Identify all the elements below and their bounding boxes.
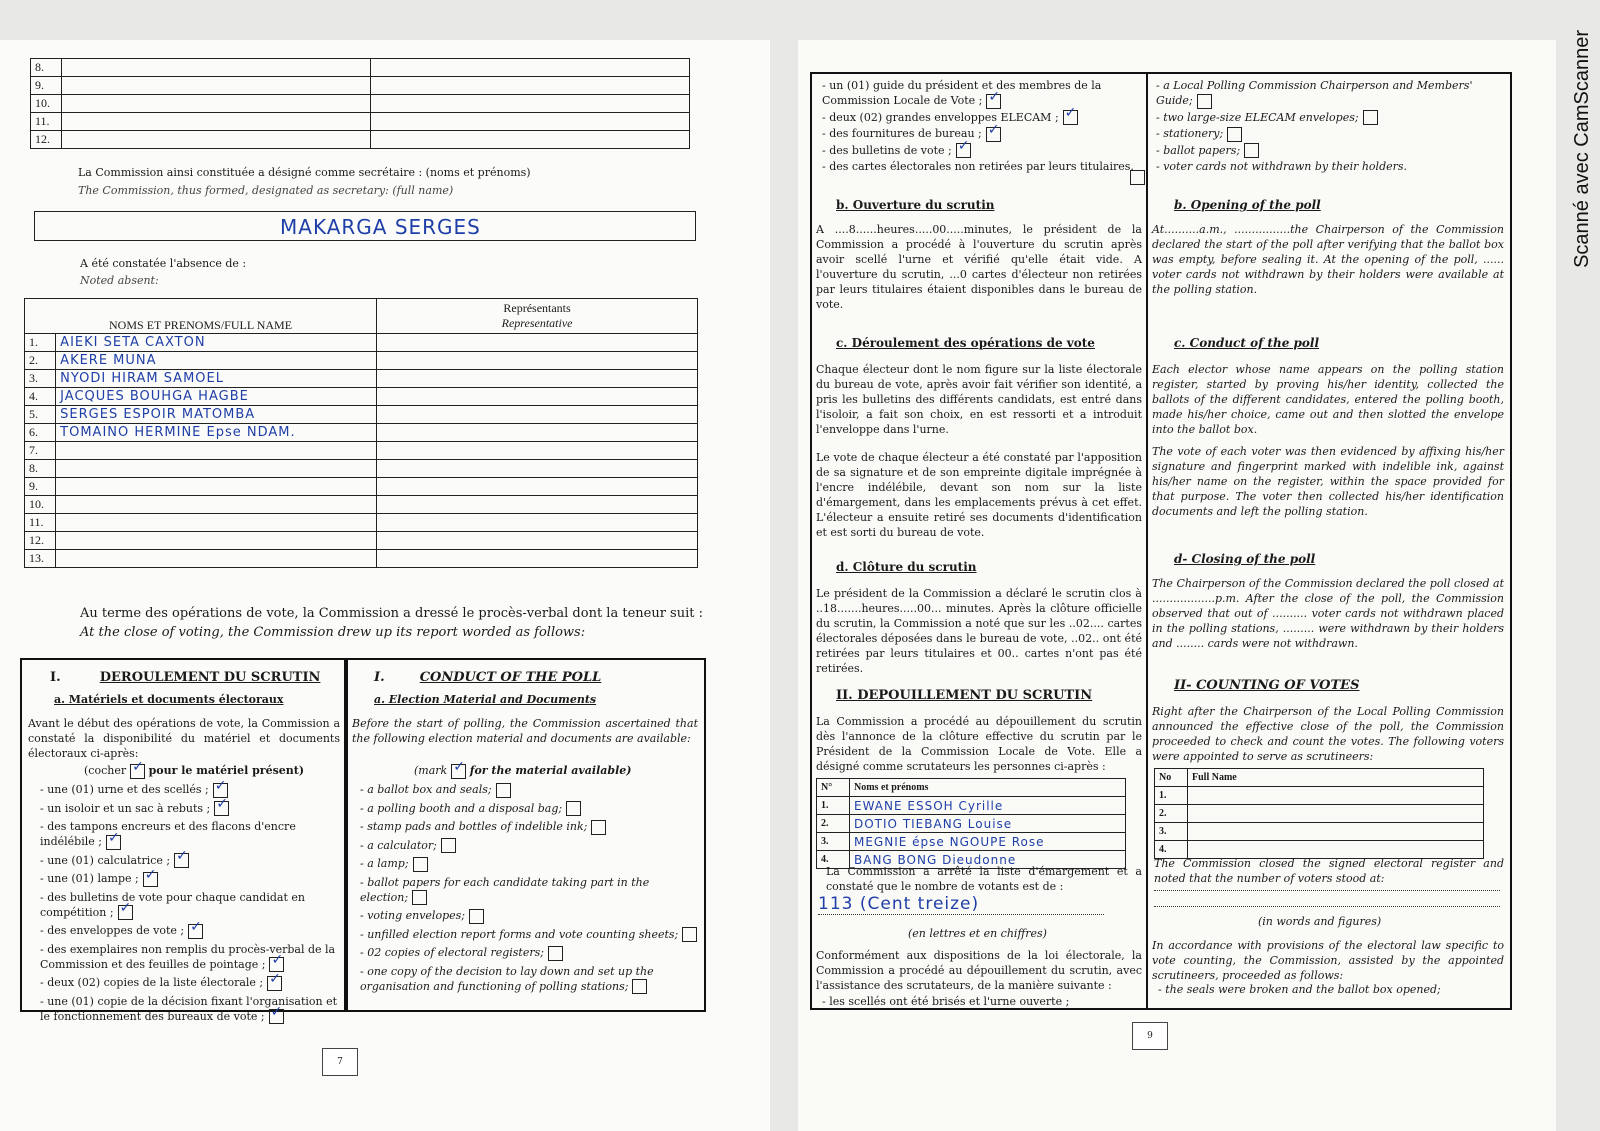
checklist-item — [360, 875, 698, 906]
absent-row-number: 12. — [25, 532, 56, 550]
checklist-checkbox[interactable] — [188, 924, 203, 939]
scrutineer-row — [817, 833, 1126, 851]
mark-open: (cocher — [84, 764, 127, 777]
checklist-item — [360, 838, 698, 854]
material-item — [822, 143, 1144, 159]
absent-col-rep — [377, 299, 698, 334]
section1-en-box — [346, 658, 706, 1012]
scrutineer-en-row — [1155, 787, 1484, 805]
absent-col-name: NOMS ET PRENOMS/FULL NAME — [25, 299, 377, 334]
members-row-number: 8. — [31, 59, 62, 77]
members-row-name — [62, 77, 371, 95]
material-item-label: - voter cards not withdrawn by their holders. — [1156, 160, 1408, 173]
d-en-text: The Chairperson of the Commission declared the poll closed at ..................p.m. After the close of the poll, the Commission observed that out of .......... voter cards not withdrawn placed in the polling stations, ......... were withdrawn by their holders and ........ cards were not withdrawn. — [1152, 577, 1504, 650]
sample-checkbox — [130, 764, 145, 779]
absent-row — [25, 550, 698, 568]
c-fr-text2: Le vote de chaque électeur a été constaté par l'apposition de sa signature et de son empreinte digitale imprégnée à l'encre indélébile, devant son nom sur la liste d'émargement, dans les emplacements prévus à cet effet. L'électeur a ensuite retiré ses documents d'identification et est sorti du bureau de vote. — [816, 451, 1142, 539]
checklist-item — [360, 945, 698, 961]
absent-row-number: 8. — [25, 460, 56, 478]
conform-en: In accordance with provisions of the electoral law specific to vote counting, the Commission, assisted by the appointed scrutineers, proceeded as follows: — [1152, 939, 1504, 982]
left-page-number: 7 — [322, 1048, 358, 1076]
mark-close-en: for the material available) — [469, 764, 632, 777]
checklist-item-label: - deux (02) copies de la liste électorale ; — [40, 976, 264, 989]
absent-row-rep — [377, 550, 698, 568]
scrutineer-en-number: 1. — [1155, 787, 1188, 805]
section1-fr-box — [20, 658, 346, 1023]
material-item-label: - des cartes électorales non retirées par leurs titulaires. — [822, 160, 1134, 173]
checklist-checkbox[interactable] — [106, 835, 121, 850]
checklist-item-label: - ballot papers for each candidate taking part in the election; — [360, 875, 650, 904]
absent-row — [25, 478, 698, 496]
checklist-item-label: - voting envelopes; — [360, 909, 465, 922]
members-row-rep — [371, 131, 690, 149]
d-en-title: d- Closing of the poll — [1174, 552, 1316, 566]
b-fr-title: b. Ouverture du scrutin — [836, 198, 995, 212]
material-item-label: - ballot papers; — [1156, 143, 1241, 157]
checklist-item — [40, 890, 340, 921]
scrutineer-name-cell — [850, 833, 1126, 851]
checklist-item-label: - a ballot box and seals; — [360, 783, 492, 796]
absent-row-rep — [377, 442, 698, 460]
voters-line-1 — [1154, 890, 1500, 891]
section1-en-title: CONDUCT OF THE POLL — [419, 670, 602, 685]
checklist-item-label: - des exemplaires non remplis du procès-verbal de la Commission et des feuilles de pointage ; — [40, 942, 336, 971]
members-row-name — [62, 131, 371, 149]
scrutineer-en-number: 3. — [1155, 823, 1188, 841]
absent-row — [25, 334, 698, 352]
absent-row-number: 1. — [25, 334, 56, 352]
ii-fr-text: La Commission a procédé au dépouillement du scrutin dès l'annonce de la clôture effective du scrutin par le Président de la Commission Locale de Vote. Elle a désigné comme scrutateurs les personnes ci-après : — [816, 715, 1142, 773]
material-item-label: - deux (02) grandes enveloppes ELECAM ; — [822, 110, 1059, 124]
checklist-item-label: - des tampons encreurs et des flacons d'encre indélébile ; — [40, 820, 296, 848]
material-checkbox[interactable] — [1063, 110, 1078, 125]
ii-en-text: Right after the Chairperson of the Local Polling Commission announced the effective close of the poll, the Commission proceeded to check and count the votes. The following voters were appointed to serve as scrutineers: — [1152, 705, 1504, 763]
material-item — [822, 126, 1144, 142]
checklist-checkbox[interactable] — [682, 927, 697, 942]
checklist-item — [360, 801, 698, 817]
absent-row-rep — [377, 388, 698, 406]
members-row — [31, 113, 690, 131]
voter-cards-checkbox-fr[interactable] — [1130, 170, 1145, 185]
b-en-title: b. Opening of the poll — [1174, 198, 1321, 212]
checklist-checkbox[interactable] — [118, 905, 133, 920]
mark-close: pour le matériel présent) — [148, 764, 305, 777]
absent-row-number: 2. — [25, 352, 56, 370]
absent-row-name-cell — [56, 424, 377, 442]
checklist-item — [360, 856, 698, 872]
scrutineer-en-name — [1188, 823, 1484, 841]
absent-row-name: JACQUES BOUHGA HAGBE — [60, 389, 249, 404]
checklist-item-label: - des bulletins de vote pour chaque candidat en compétition ; — [40, 890, 305, 919]
absent-row — [25, 352, 698, 370]
material-item-label: - des bulletins de vote ; — [822, 143, 952, 157]
members-row — [31, 131, 690, 149]
material-checkbox[interactable] — [1244, 143, 1259, 158]
checklist-item-label: - a calculator; — [360, 838, 437, 852]
members-row — [31, 77, 690, 95]
c-en-text1: Each elector whose name appears on the polling station register, started by proving his/her identity, collected the ballots of the different candidates, entered the polling booth, made his/her choice, came out and then slotted the envelope into the ballot box. — [1152, 363, 1504, 436]
scrutineers-table-fr — [816, 778, 1126, 869]
scrutineer-en-name — [1188, 805, 1484, 823]
absent-row — [25, 460, 698, 478]
members-row-name — [62, 59, 371, 77]
scrutineers-table-en — [1154, 768, 1484, 859]
absent-row-rep — [377, 334, 698, 352]
checklist-item — [40, 975, 340, 991]
checklist-item — [40, 871, 340, 887]
section1-en-sub: a. Election Material and Documents — [374, 693, 597, 706]
absent-row-rep — [377, 406, 698, 424]
absence-label-fr: A été constatée l'absence de : — [80, 257, 247, 270]
scrutineer-en-name — [1188, 787, 1484, 805]
members-row-rep — [371, 95, 690, 113]
left-page — [0, 40, 770, 1131]
absent-row-number: 11. — [25, 514, 56, 532]
scrutineer-name-cell — [850, 797, 1126, 815]
scrut-en-col-no: No — [1155, 769, 1188, 787]
b-fr-text: A ....8......heures.....00.....minutes, le président de la Commission a procédé à l'ouverture du scrutin après avoir scellé l'urne et vérifié qu'elle était vide. A l'ouverture du scrutin, ...0 cartes d'électeur non retirées par leurs titulaires étaient disponibles dans le bureau de vote. — [816, 223, 1142, 311]
right-page-number: 9 — [1132, 1022, 1168, 1050]
checklist-item-label: - un isoloir et un sac à rebuts ; — [40, 801, 211, 815]
ii-fr-title: II. DEPOUILLEMENT DU SCRUTIN — [836, 688, 1093, 703]
section1-fr-mark — [84, 763, 304, 779]
checklist-item — [360, 782, 698, 798]
absent-row-name: TOMAINO HERMINE Epse NDAM. — [60, 425, 296, 440]
c-en-text2: The vote of each voter was then evidenced by affixing his/her signature and fingerprint marked with indelible ink, against his/her name on the register, within the space provided for that purpose. The voter then collected his/her identification documents and left the polling station. — [1152, 445, 1504, 518]
checklist-item-label: - une (01) urne et des scellés ; — [40, 783, 209, 796]
absent-row-name: AKERE MUNA — [60, 353, 157, 368]
checklist-item-label: - a lamp; — [360, 857, 409, 870]
absent-row — [25, 532, 698, 550]
checklist-checkbox[interactable] — [269, 1009, 284, 1024]
material-item-label: - un (01) guide du président et des membres de la Commission Locale de Vote ; — [822, 79, 1102, 107]
section1-fr-intro: Avant le début des opérations de vote, la Commission a constaté la disponibilité du matériel et documents électoraux ci-après: — [28, 717, 340, 760]
absent-row-number: 13. — [25, 550, 56, 568]
material-checkbox[interactable] — [1227, 127, 1242, 142]
checklist-item — [40, 853, 340, 869]
absent-row-name-cell — [56, 550, 377, 568]
absent-row — [25, 406, 698, 424]
absent-row-rep — [377, 514, 698, 532]
report-intro-fr: Au terme des opérations de vote, la Commission a dressé le procès-verbal dont la teneur suit : — [80, 606, 703, 621]
members-row-number: 10. — [31, 95, 62, 113]
voters-count: 113 (Cent treize) — [818, 894, 1104, 915]
checklist-item-label: - a polling booth and a disposal bag; — [360, 801, 563, 815]
scrutineer-name: MEGNIE épse NGOUPE Rose — [854, 834, 1045, 849]
members-row-name — [62, 95, 371, 113]
checklist-checkbox[interactable] — [174, 853, 189, 868]
absent-row-name-cell — [56, 496, 377, 514]
absent-col-rep-fr: Représentants — [503, 301, 571, 315]
absent-row-name-cell — [56, 352, 377, 370]
secretary-field — [34, 211, 696, 241]
members-row-rep — [371, 77, 690, 95]
members-row-number: 11. — [31, 113, 62, 131]
checklist-item — [40, 923, 340, 939]
scrutineer-name: BANG BONG Dieudonne — [854, 852, 1017, 867]
material-item — [822, 78, 1144, 109]
scrutineer-number: 1. — [817, 797, 850, 815]
members-row-number: 9. — [31, 77, 62, 95]
absent-col-rep-en: Representative — [501, 316, 573, 330]
material-checkbox[interactable] — [1363, 110, 1378, 125]
section1-en-num: I. — [374, 670, 385, 685]
scrutineer-row — [817, 815, 1126, 833]
checklist-item-label: - unfilled election report forms and vote counting sheets; — [360, 927, 679, 941]
ii-en-title: II- COUNTING OF VOTES — [1174, 678, 1360, 693]
absent-row-name-cell — [56, 532, 377, 550]
section1-fr-heading — [50, 666, 320, 685]
absent-row-name-cell — [56, 478, 377, 496]
right-fr-column — [810, 72, 1148, 1010]
checklist-item — [40, 994, 340, 1025]
checklist-item-label: - des enveloppes de vote ; — [40, 924, 185, 937]
scrut-col-name: Noms et prénoms — [850, 779, 1126, 797]
checklist-item-label: - une (01) lampe ; — [40, 872, 139, 885]
members-row — [31, 59, 690, 77]
scrutineer-name-cell — [850, 815, 1126, 833]
material-item — [1156, 78, 1508, 109]
checklist-checkbox[interactable] — [441, 838, 456, 853]
absent-row-name: AIEKI SETA CAXTON — [60, 335, 206, 350]
material-checkbox[interactable] — [1197, 94, 1212, 109]
scrutineer-name: DOTIO TIEBANG Louise — [854, 816, 1013, 831]
scrutineer-number: 4. — [817, 851, 850, 869]
checklist-item — [360, 819, 698, 835]
checklist-item-label: - une (01) calculatrice ; — [40, 853, 171, 867]
secretary-label-en: The Commission, thus formed, designated as secretary: (full name) — [78, 184, 454, 197]
absence-label-en: Noted absent: — [80, 274, 159, 287]
d-fr-text: Le président de la Commission a déclaré le scrutin clos à ..18.......heures.....00... minutes. Après la clôture officielle du scrutin, la Commission a noté que sur les ..02.... cartes électorales déposées dans le bureau de vote, ..02.. ont été retirées par leurs titulaires et 00.. cartes n'ont pas été retirées. — [816, 587, 1142, 675]
absent-row-number: 9. — [25, 478, 56, 496]
checklist-item — [360, 964, 698, 995]
scrutineer-en-number: 2. — [1155, 805, 1188, 823]
section1-en-intro: Before the start of polling, the Commission ascertained that the following election material and documents are available: — [352, 717, 698, 745]
scrut-en-col-name: Full Name — [1188, 769, 1484, 787]
checklist-item — [40, 782, 340, 798]
absent-row-name-cell — [56, 460, 377, 478]
checklist-item-label: - stamp pads and bottles of indelible ink; — [360, 820, 588, 833]
checklist-checkbox[interactable] — [143, 872, 158, 887]
material-checkbox[interactable] — [956, 143, 971, 158]
emarg-fr: La Commission a arrêté la liste d'émargement et a constaté que le nombre de votants est de : — [826, 865, 1142, 893]
checklist-item — [360, 927, 698, 943]
section1-fr-sub: a. Matériels et documents électoraux — [54, 693, 284, 706]
absent-row — [25, 496, 698, 514]
checklist-checkbox[interactable] — [412, 890, 427, 905]
absent-row — [25, 442, 698, 460]
checklist-checkbox[interactable] — [269, 957, 284, 972]
members-row-rep — [371, 113, 690, 131]
checklist-checkbox[interactable] — [214, 801, 229, 816]
checklist-checkbox[interactable] — [469, 909, 484, 924]
absent-row-number: 3. — [25, 370, 56, 388]
absent-row-name-cell — [56, 442, 377, 460]
absent-row-number: 7. — [25, 442, 56, 460]
checklist-checkbox[interactable] — [548, 946, 563, 961]
c-fr-title: c. Déroulement des opérations de vote — [836, 336, 1095, 350]
absent-row-number: 5. — [25, 406, 56, 424]
sample-checkbox-en — [451, 764, 466, 779]
absent-row-rep — [377, 532, 698, 550]
absent-row-rep — [377, 496, 698, 514]
material-item — [1156, 126, 1508, 142]
checklist-item-label: - une (01) copie de la décision fixant l'organisation et le fonctionnement des bureaux de vote ; — [40, 994, 338, 1023]
absent-row-name: SERGES ESPOIR MATOMBA — [60, 407, 256, 422]
checklist-item — [40, 819, 340, 850]
absent-row-name-cell — [56, 370, 377, 388]
mark-open-en: (mark — [414, 764, 448, 777]
absent-row-number: 4. — [25, 388, 56, 406]
checklist-checkbox[interactable] — [566, 801, 581, 816]
checklist-checkbox[interactable] — [632, 979, 647, 994]
material-checkbox[interactable] — [986, 94, 1001, 109]
absent-row-rep — [377, 424, 698, 442]
b-en-text: At..........a.m., ................the Chairperson of the Commission declared the start of the poll after verifying that the ballot box was empty, before sealing it. At the opening of the poll, ...... voter cards not withdrawn by their holders were available at the polling station. — [1152, 223, 1504, 296]
absent-row-name-cell — [56, 388, 377, 406]
checklist-checkbox[interactable] — [496, 783, 511, 798]
material-item-label: - a Local Polling Commission Chairperson and Members' Guide; — [1156, 79, 1473, 107]
material-item-label: - stationery; — [1156, 127, 1224, 140]
emarg-en: The Commission closed the signed electoral register and noted that the number of voters stood at: — [1154, 857, 1504, 885]
absent-row — [25, 388, 698, 406]
material-checkbox[interactable] — [986, 127, 1001, 142]
voters-line-2 — [1154, 906, 1500, 907]
seals-fr: - les scellés ont été brisés et l'urne ouverte ; — [822, 995, 1070, 1008]
absent-row-rep — [377, 460, 698, 478]
checklist-item — [360, 908, 698, 924]
right-en-column — [1146, 72, 1512, 1010]
absent-row-rep — [377, 352, 698, 370]
absent-row — [25, 424, 698, 442]
scrutineer-en-row — [1155, 805, 1484, 823]
checklist-checkbox[interactable] — [591, 820, 606, 835]
section1-fr-title: DEROULEMENT DU SCRUTIN — [99, 670, 321, 685]
checklist-item — [40, 942, 340, 973]
material-item — [822, 159, 1144, 174]
secretary-name: MAKARGA SERGES — [280, 215, 481, 239]
words-en: (in words and figures) — [1258, 915, 1382, 928]
checklist-item-label: - 02 copies of electoral registers; — [360, 946, 544, 959]
absent-row-number: 10. — [25, 496, 56, 514]
c-fr-text1: Chaque électeur dont le nom figure sur la liste électorale du bureau de vote, après avoir fait vérifier son identité, a pris les bulletins des différents candidats, est entré dans l'isoloir, a fait son choix, en est ressorti et a introduit l'enveloppe dans l'urne. — [816, 363, 1142, 436]
absent-row-rep — [377, 370, 698, 388]
scrutineer-number: 2. — [817, 815, 850, 833]
absent-row-name: NYODI HIRAM SAMOEL — [60, 371, 224, 386]
words-fr: (en lettres et en chiffres) — [908, 927, 1047, 940]
material-item-label: - two large-size ELECAM envelopes; — [1156, 110, 1359, 124]
checklist-item — [40, 801, 340, 817]
scrutineer-en-row — [1155, 823, 1484, 841]
absent-row-number: 6. — [25, 424, 56, 442]
section1-fr-num: I. — [50, 670, 61, 685]
material-item — [822, 110, 1144, 126]
checklist-item-label: - one copy of the decision to lay down and set up the organisation and functioning of polling stations; — [360, 964, 654, 993]
members-row-name — [62, 113, 371, 131]
material-item — [1156, 110, 1508, 126]
secretary-label-fr: La Commission ainsi constituée a désigné comme secrétaire : (noms et prénoms) — [78, 166, 531, 179]
scrutineer-name: EWANE ESSOH Cyrille — [854, 798, 1004, 813]
absent-table — [24, 298, 698, 568]
checklist-checkbox[interactable] — [267, 976, 282, 991]
seals-en: - the seals were broken and the ballot box opened; — [1158, 983, 1441, 996]
material-item — [1156, 159, 1508, 174]
camscanner-watermark: Scanné avec CamScanner — [1571, 30, 1593, 268]
conform-fr: Conformément aux dispositions de la loi électorale, la Commission a procédé au dépouillement du scrutin, avec l'assistance des scrutateurs, de la manière suivante : — [816, 949, 1142, 992]
scrutineer-en-number: 4. — [1155, 841, 1188, 859]
members-row — [31, 95, 690, 113]
absent-row — [25, 370, 698, 388]
report-intro-en: At the close of voting, the Commission drew up its report worded as follows: — [80, 625, 586, 640]
scrutineer-row — [817, 797, 1126, 815]
absent-row — [25, 514, 698, 532]
material-item-label: - des fournitures de bureau ; — [822, 127, 982, 140]
d-fr-title: d. Clôture du scrutin — [836, 560, 977, 574]
members-table-continued — [30, 58, 690, 149]
section1-en-heading — [374, 666, 601, 685]
absent-row-name-cell — [56, 514, 377, 532]
absent-row-name-cell — [56, 406, 377, 424]
section1-en-mark — [414, 763, 631, 779]
scrut-col-no: N° — [817, 779, 850, 797]
right-page — [798, 40, 1556, 1131]
members-row-number: 12. — [31, 131, 62, 149]
absent-row-rep — [377, 478, 698, 496]
checklist-checkbox[interactable] — [413, 857, 428, 872]
c-en-title: c. Conduct of the poll — [1174, 336, 1320, 350]
members-row-rep — [371, 59, 690, 77]
scrutineer-number: 3. — [817, 833, 850, 851]
absent-row-name-cell — [56, 334, 377, 352]
material-item — [1156, 143, 1508, 159]
